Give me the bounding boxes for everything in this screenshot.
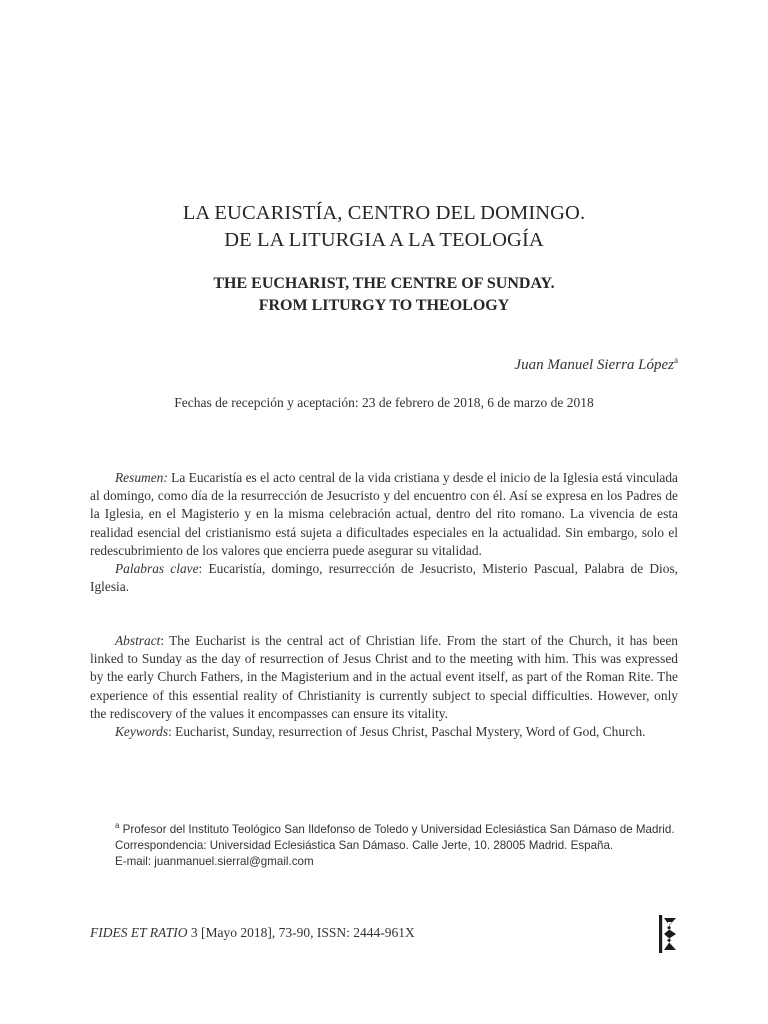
abstract-label: Abstract	[115, 633, 161, 648]
title-english-line-2: FROM LITURGY TO THEOLOGY	[258, 297, 510, 314]
title-english-line-1: THE EUCHARIST, THE CENTRE OF SUNDAY.	[213, 275, 555, 292]
footnote-correspondence: Correspondencia: Universidad Eclesiástica San Dámaso. Calle Jerte, 10. 28005 Madrid. España.	[115, 838, 614, 852]
keywords-text: : Eucharist, Sunday, resurrection of Jesus Christ, Paschal Mystery, Word of God, Church.	[168, 724, 646, 740]
resumen-section	[90, 469, 678, 596]
abstract-section	[90, 632, 678, 741]
title-spanish-line-2: DE LA LITURGIA A LA TEOLOGÍA	[224, 229, 544, 251]
journal-name: FIDES ET RATIO	[90, 925, 188, 940]
footnote-affiliation	[90, 818, 678, 838]
palabras-clave-text: : Eucaristía, domingo, resurrección de Jesucristo, Misterio Pascual, Palabra de Dios, Iglesia.	[90, 561, 678, 595]
author-footnote-mark: a	[674, 355, 678, 365]
title-english	[0, 273, 768, 317]
title-spanish	[0, 200, 768, 254]
abstract-text: : The Eucharist is the central act of Christian life. From the start of the Church, it has been linked to Sunday as the day of resurrection of Jesus Christ and to the meeting with him. This was expressed by the early Church Fathers, in the Magisterium and in the actual event itself, as part of the Roman Rite. The experience of this essential reality of Christianity is currently subject to special difficulties. However, only the rediscovery of the values it encompasses can ensure its vitality.	[90, 633, 678, 721]
abstract-paragraph	[90, 632, 678, 723]
author-footnote	[90, 818, 678, 870]
palabras-clave-paragraph	[90, 560, 678, 596]
palabras-clave-label: Palabras clave	[115, 561, 199, 577]
resumen-text: La Eucaristía es el acto central de la vida cristiana y desde el inicio de la Iglesia está vinculada al domingo, como día de la resurrección de Jesucristo y del encuentro con él. Así se expresa en los Padres de la Iglesia, en el Magisterio y en la misma celebración actual, dentro del rito romano. La vivencia de esta realidad esencial del cristianismo está sujeta a dificultades especiales en la actualidad. Sin embargo, solo el redescubrimiento de los valores que encierra puede asegurar su vitalidad.	[90, 470, 678, 558]
keywords-paragraph	[90, 723, 678, 741]
journal-logo-icon	[655, 914, 679, 954]
journal-details: 3 [Mayo 2018], 73-90, ISSN: 2444-961X	[187, 925, 415, 940]
resumen-paragraph	[90, 469, 678, 560]
received-accepted-dates: Fechas de recepción y aceptación: 23 de febrero de 2018, 6 de marzo de 2018	[174, 395, 594, 410]
footnote-affiliation-text: Profesor del Instituto Teológico San Ildefonso de Toledo y Universidad Eclesiástica San Dámaso de Madrid.	[119, 822, 675, 836]
journal-citation	[90, 925, 415, 941]
resumen-label: Resumen:	[115, 470, 168, 485]
footnote-mark: a	[115, 821, 120, 830]
author-name: Juan Manuel Sierra López	[514, 357, 674, 373]
author-line	[514, 355, 678, 374]
keywords-label: Keywords	[115, 724, 169, 740]
footnote-email: E-mail: juanmanuel.sierral@gmail.com	[115, 854, 314, 868]
title-spanish-line-1: LA EUCARISTÍA, CENTRO DEL DOMINGO.	[182, 202, 586, 224]
